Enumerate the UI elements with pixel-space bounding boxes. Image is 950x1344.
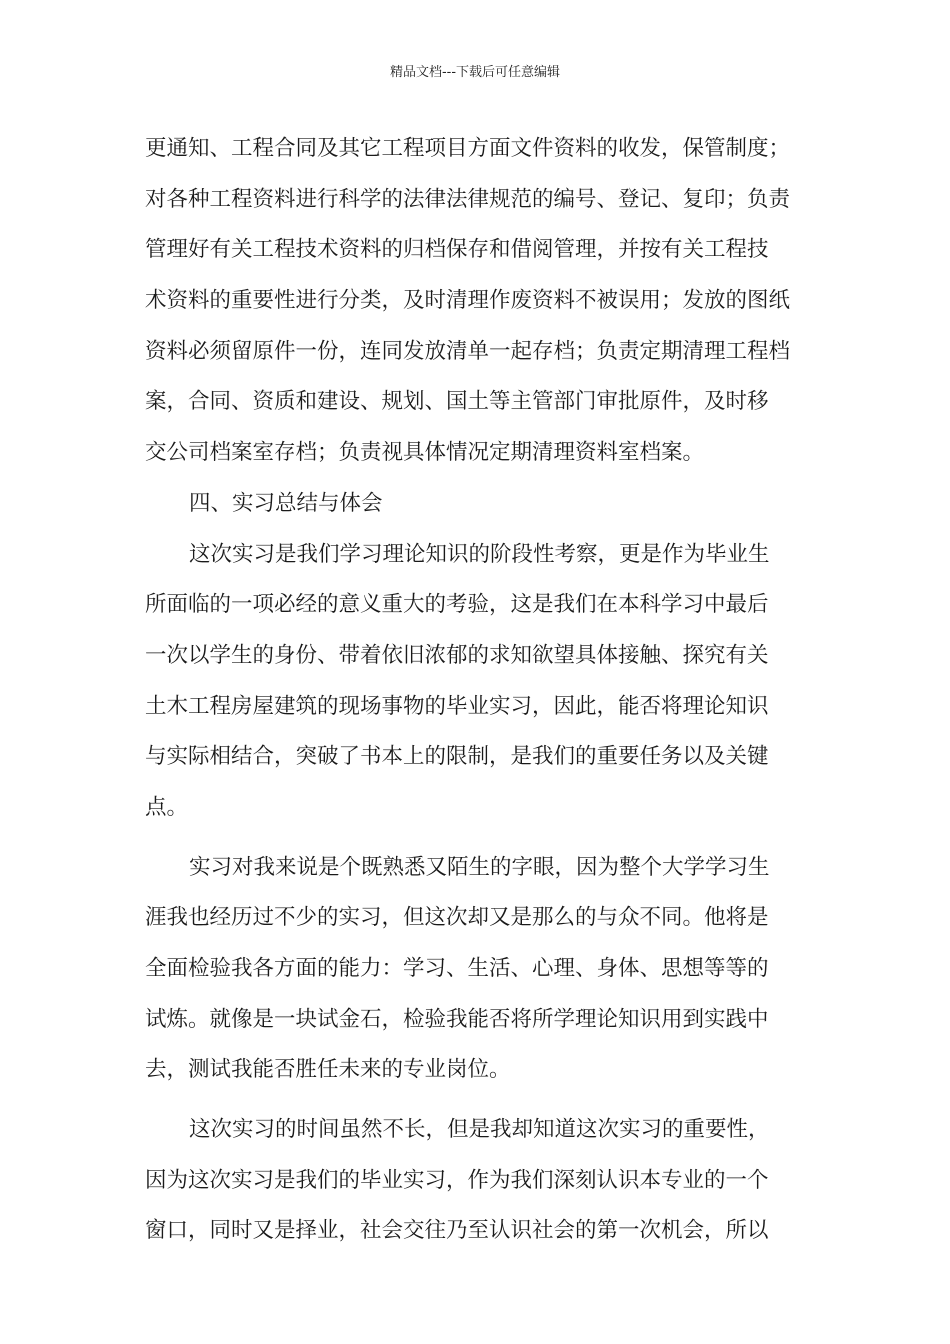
text-line: 对各种工程资料进行科学的法律法律规范的编号、登记、复印；负责 [145, 186, 791, 212]
paragraph-first-line: 这次实习是我们学习理论知识的阶段性考察，更是作为毕业生 [189, 541, 770, 567]
text-line: 点。 [145, 794, 189, 820]
text-line: 去，测试我能否胜任未来的专业岗位。 [145, 1057, 511, 1083]
text-line: 窗口，同时又是择业，社会交往乃至认识社会的第一次机会，所以 [145, 1218, 769, 1244]
text-line: 全面检验我各方面的能力：学习、生活、心理、身体、思想等等的 [145, 956, 769, 981]
text-line: 交公司档案室存档；负责视具体情况定期清理资料室档案。 [145, 440, 705, 466]
text-line: 资料必须留原件一份，连同发放清单一起存档；负责定期清理工程档 [145, 338, 791, 364]
text-line: 一次以学生的身份、带着依旧浓郁的求知欲望具体接触、探究有关 [145, 642, 769, 668]
text-line: 土木工程房屋建筑的现场事物的毕业实习，因此，能否将理论知识 [145, 693, 769, 719]
text-line: 涯我也经历过不少的实习，但这次却又是那么的与众不同。他将是 [145, 905, 769, 931]
text-line: 案，合同、资质和建设、规划、国土等主管部门审批原件，及时移 [145, 389, 769, 415]
text-line: 所面临的一项必经的意义重大的考验，这是我们在本科学习中最后 [145, 592, 769, 618]
text-line: 试炼。就像是一块试金石，检验我能否将所学理论知识用到实践中 [145, 1006, 769, 1032]
page-header: 精品文档---下载后可任意编辑 [389, 65, 561, 80]
text-line: 因为这次实习是我们的毕业实习，作为我们深刻认识本专业的一个 [145, 1167, 769, 1193]
text-line: 与实际相结合，突破了书本上的限制，是我们的重要任务以及关键 [145, 744, 769, 770]
section-heading: 四、实习总结与体会 [189, 490, 383, 516]
text-line: 更通知、工程合同及其它工程项目方面文件资料的收发，保管制度； [145, 136, 791, 161]
text-line: 管理好有关工程技术资料的归档保存和借阅管理，并按有关工程技 [145, 237, 769, 263]
paragraph-first-line: 实习对我来说是个既熟悉又陌生的字眼，因为整个大学学习生 [189, 854, 770, 880]
paragraph-first-line: 这次实习的时间虽然不长，但是我却知道这次实习的重要性， [189, 1117, 770, 1143]
text-line: 术资料的重要性进行分类，及时清理作废资料不被误用；发放的图纸 [145, 288, 791, 314]
document-body [145, 130, 810, 1263]
